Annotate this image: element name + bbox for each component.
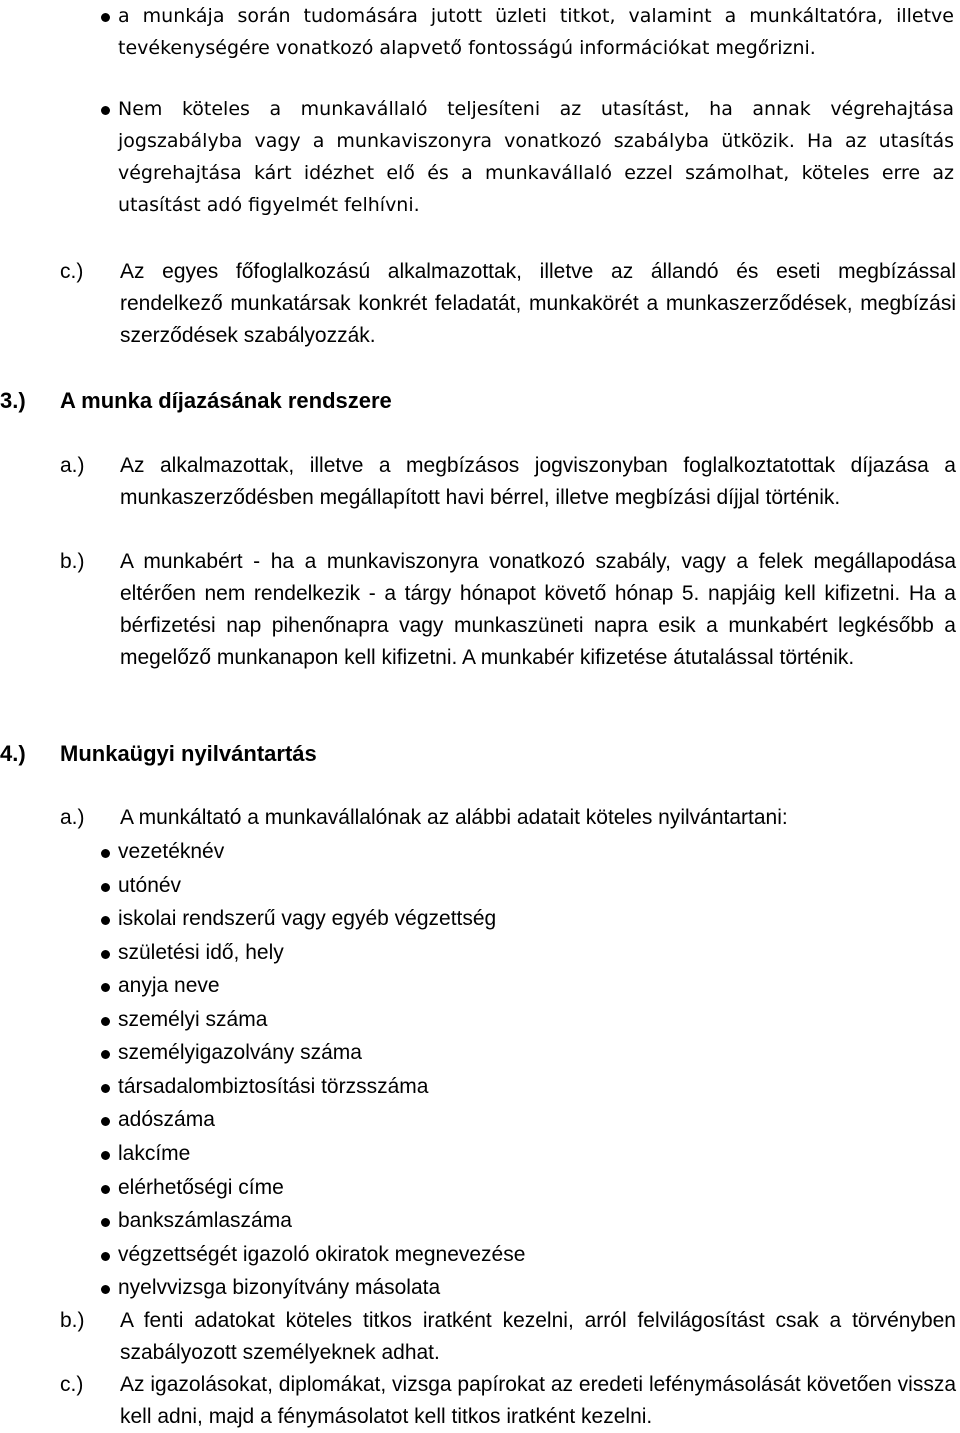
item-label: c.) [60,260,84,283]
item-text: A fenti adatokat köteles titkos iratként kezelni, arról felvilágosítást csak a törvényben szabályozott személyeknek adhat. [120,1309,956,1364]
list-item: vezetéknév [118,840,225,863]
list-item: iskolai rendszerű vagy egyéb végzettség [118,907,497,930]
bullet-icon [101,13,110,22]
item-text: Az egyes főfoglalkozású alkalmazottak, illetve az állandó és eseti megbízással rendelkező munkatársak konkrét feladatát, munkakörét a munkaszerződések, megbízási szerződések szabályozzák. [120,260,956,347]
list-item: személyigazolvány száma [118,1041,362,1064]
list-item: adószáma [118,1108,215,1131]
list-item: születési idő, hely [118,941,284,964]
item-label: b.) [60,1309,85,1332]
list-item: utónév [118,874,182,897]
bullet-icon [101,1084,110,1093]
list-item: anyja neve [118,974,220,997]
section-number: 3.) [0,388,26,413]
item-label: c.) [60,1373,84,1396]
item-text: Az alkalmazottak, illetve a megbízásos jogviszonyban foglalkoztatottak díjazása a munkaszerződésben megállapított havi bérrel, illetve megbízási díjjal történik. [120,454,956,509]
bullet-icon [101,950,110,959]
bullet-icon [101,1218,110,1227]
bullet-paragraph: a munkája során tudomására jutott üzleti titkot, valamint a munkáltatóra, illetve tevékenységére vonatkozó alapvető fontosságú információkat megőrizni. [118,5,954,59]
bullet-icon [101,1050,110,1059]
list-item: bankszámlaszáma [118,1209,292,1232]
bullet-icon [101,1151,110,1160]
bullet-icon [101,106,110,115]
item-label: a.) [60,806,85,829]
list-item: személyi száma [118,1008,268,1031]
item-label: b.) [60,550,85,573]
item-text: A munkáltató a munkavállalónak az alábbi adatait köteles nyilvántartani: [120,806,788,829]
bullet-icon [101,849,110,858]
item-text: A munkabért - ha a munkaviszonyra vonatkozó szabály, vagy a felek megállapodása eltérően nem rendelkezik - a tárgy hónapot követő hónap 5. napjáig kell kifizetni. Ha a bérfizetési nap pihenőnapra vagy munkaszüneti napra esik a munkabért legkésőbb a megelőző munkanapon kell kifizetni. A munkabér kifizetése átutalással történik. [120,550,956,669]
item-label: a.) [60,454,85,477]
bullet-icon [101,1252,110,1261]
list-item: elérhetőségi címe [118,1176,284,1199]
bullet-paragraph: Nem köteles a munkavállaló teljesíteni az utasítást, ha annak végrehajtása jogszabályba vagy a munkaviszonyra vonatkozó szabályba ütközik. Ha az utasítás végrehajtása kárt idézhet elő és a munkavállaló ezzel számolhat, köteles erre az utasítást adó figyelmét felhívni. [118,98,954,216]
list-item: végzettségét igazoló okiratok megnevezése [118,1243,526,1266]
list-item: nyelvvizsga bizonyítvány másolata [118,1276,441,1299]
bullet-icon [101,1017,110,1026]
item-text: Az igazolásokat, diplomákat, vizsga papírokat az eredeti lefénymásolását követően vissza kell adni, majd a fénymásolatot kell titkos iratként kezelni. [120,1373,956,1428]
section-title: Munkaügyi nyilvántartás [60,741,317,766]
bullet-icon [101,1285,110,1294]
list-item: társadalombiztosítási törzsszáma [118,1075,429,1098]
bullet-icon [101,1117,110,1126]
list-item: lakcíme [118,1142,191,1165]
bullet-icon [101,916,110,925]
bullet-icon [101,1185,110,1194]
bullet-icon [101,883,110,892]
bullet-icon [101,983,110,992]
section-number: 4.) [0,741,26,766]
section-title: A munka díjazásának rendszere [60,388,392,413]
